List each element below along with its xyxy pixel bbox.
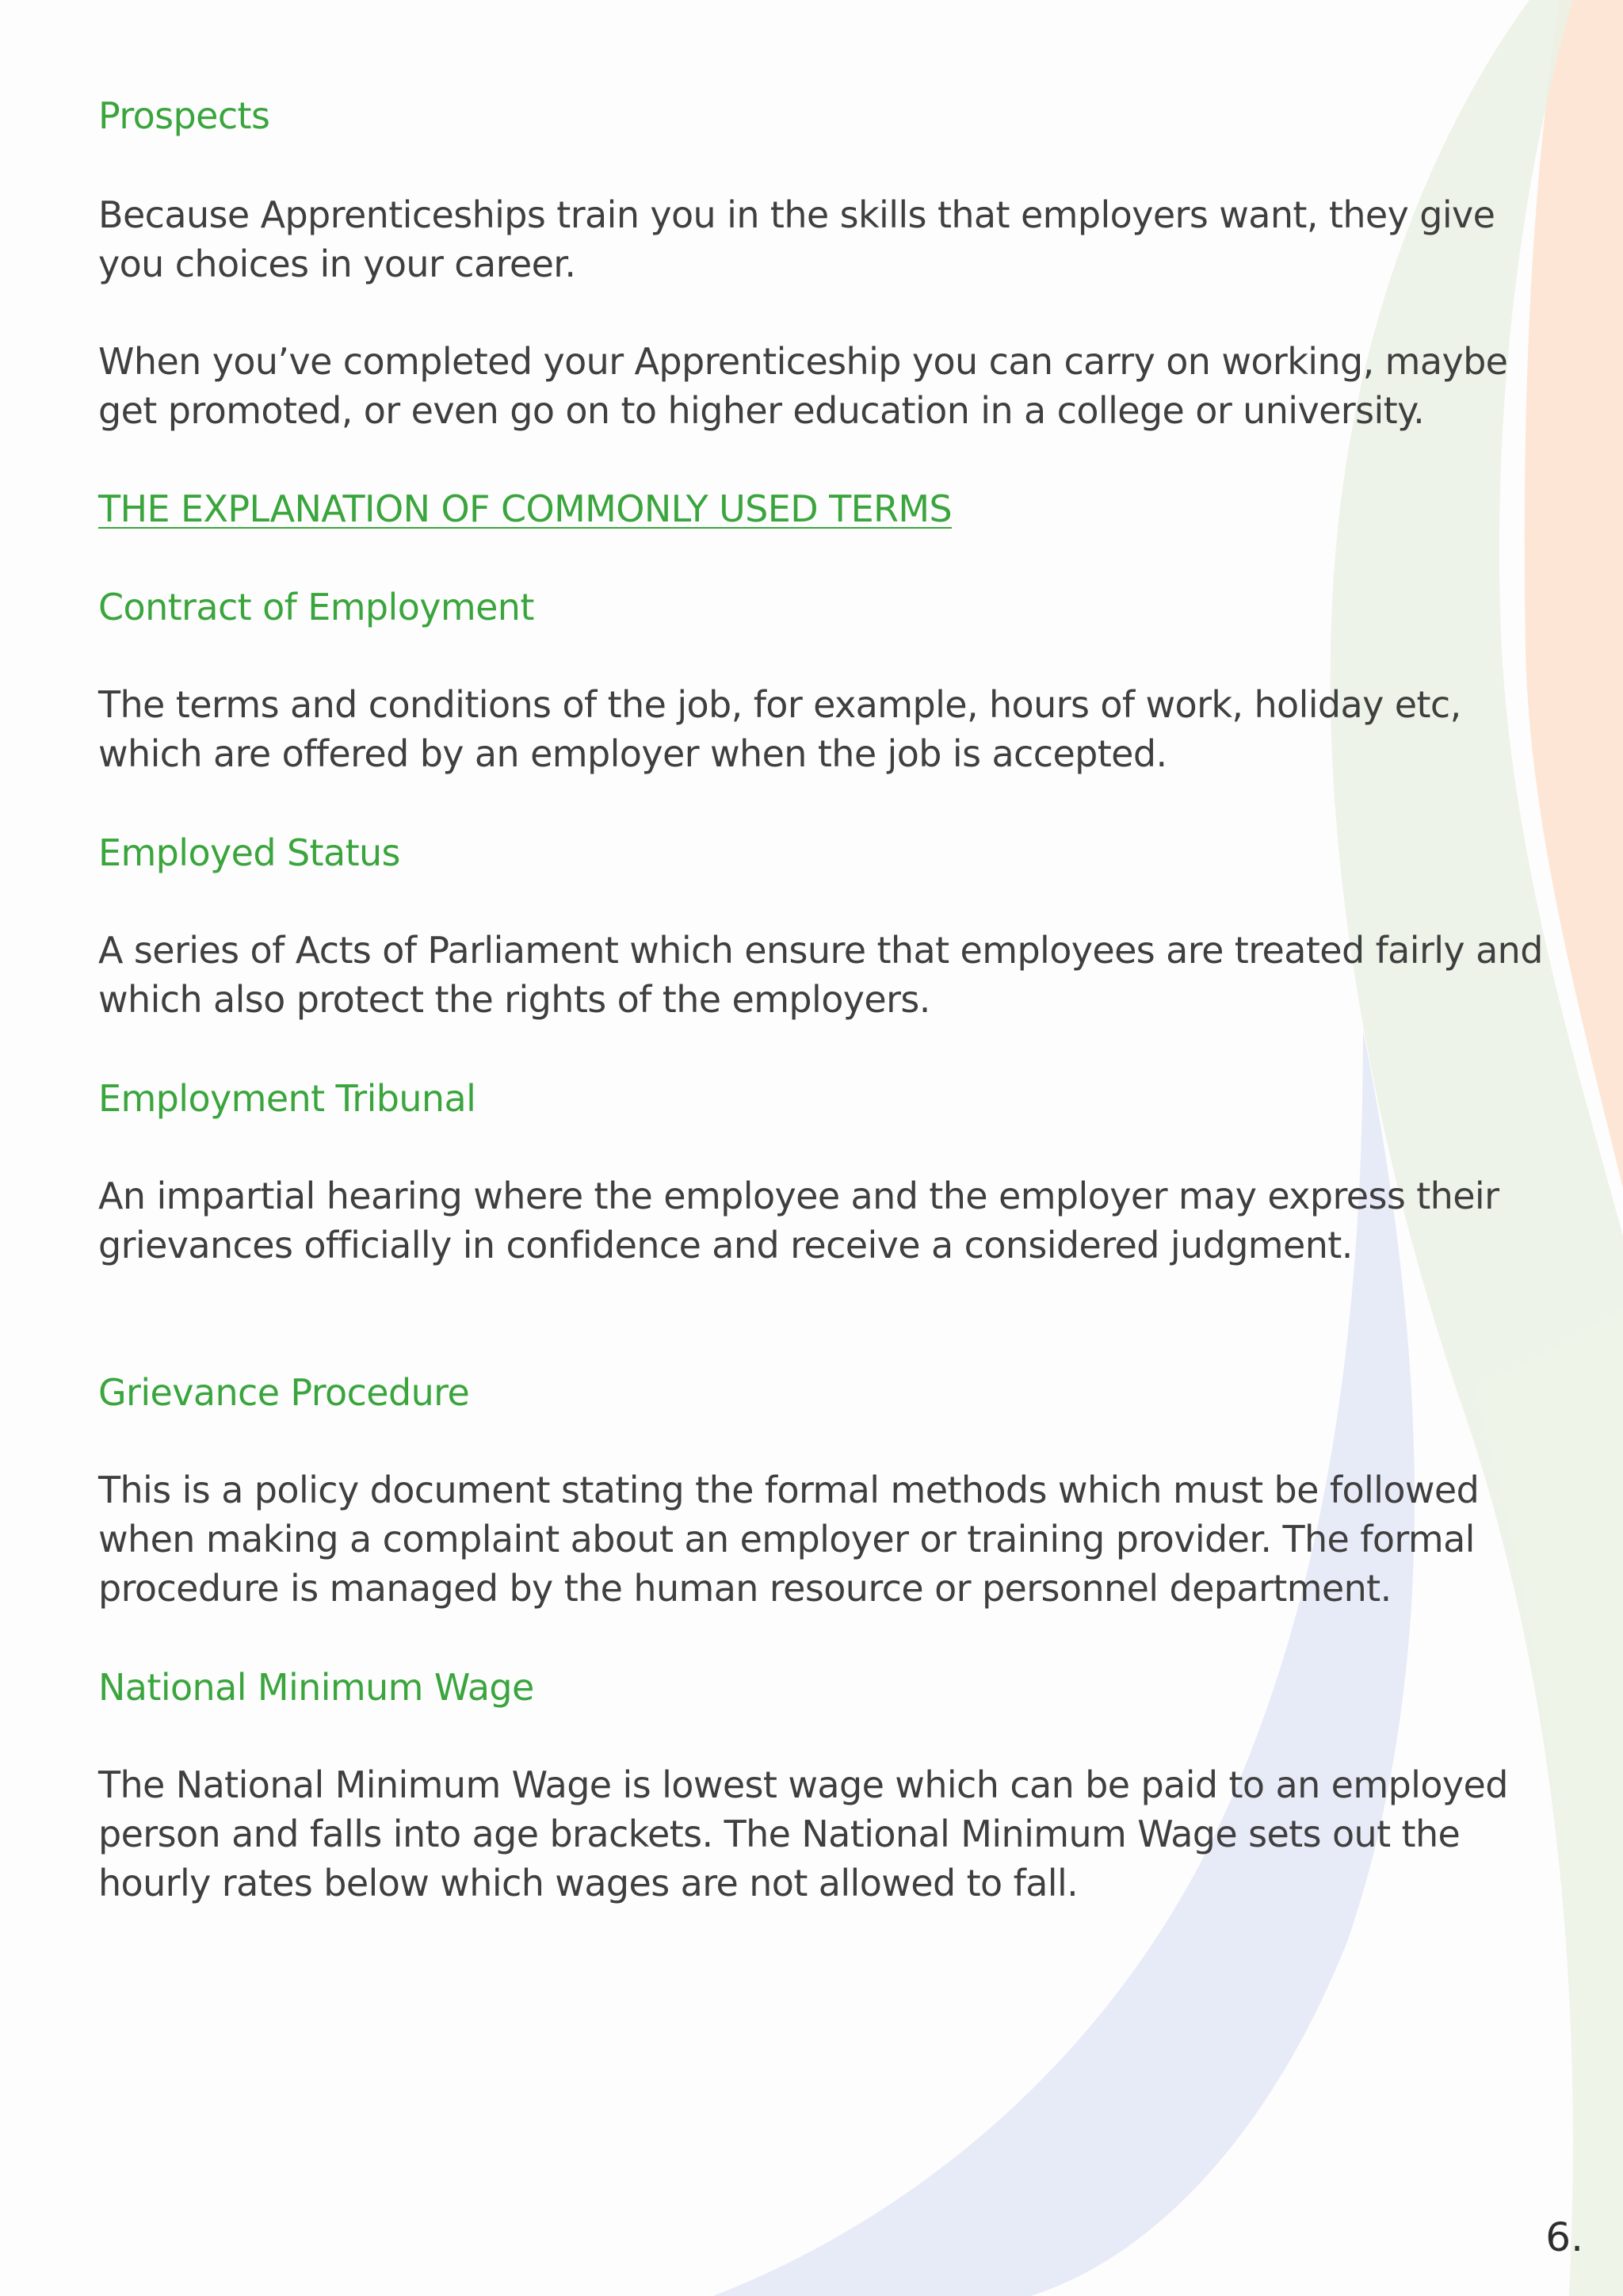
term-definition-employed-status: A series of Acts of Parliament which ensure that employees are treated fairly and which also protect the rights of the employers.	[98, 929, 1543, 1021]
prospects-paragraph-2: When you’ve completed your Apprenticeship you can carry on working, maybe get promoted, or even go on to higher education in a college or university.	[98, 340, 1508, 432]
term-definition-national-minimum-wage: The National Minimum Wage is lowest wage which can be paid to an employed person and falls into age brackets. The National Minimum Wage sets out the hourly rates below which wages are not allowed to fall.	[98, 1763, 1508, 1904]
page-number: 6.	[1545, 2214, 1583, 2260]
term-definition-contract-of-employment: The terms and conditions of the job, for example, hours of work, holiday etc, which are offered by an employer when the job is accepted.	[98, 683, 1461, 775]
term-definition-employment-tribunal: An impartial hearing where the employee and the employer may express their grievances officially in confidence and receive a considered judgment.	[98, 1175, 1499, 1266]
prospects-heading: Prospects	[98, 94, 270, 137]
term-heading-employed-status: Employed Status	[98, 831, 400, 874]
term-heading-national-minimum-wage: National Minimum Wage	[98, 1666, 534, 1709]
term-heading-grievance-procedure: Grievance Procedure	[98, 1371, 470, 1414]
term-heading-employment-tribunal: Employment Tribunal	[98, 1077, 476, 1120]
term-heading-contract-of-employment: Contract of Employment	[98, 586, 534, 628]
prospects-paragraph-1: Because Apprenticeships train you in the skills that employers want, they give you choices in your career.	[98, 193, 1495, 285]
terms-section-title-link[interactable]: THE EXPLANATION OF COMMONLY USED TERMS	[98, 487, 953, 530]
term-definition-grievance-procedure: This is a policy document stating the formal methods which must be followed when making a complaint about an employer or training provider. The formal procedure is managed by the human resource or personnel department.	[98, 1469, 1480, 1610]
